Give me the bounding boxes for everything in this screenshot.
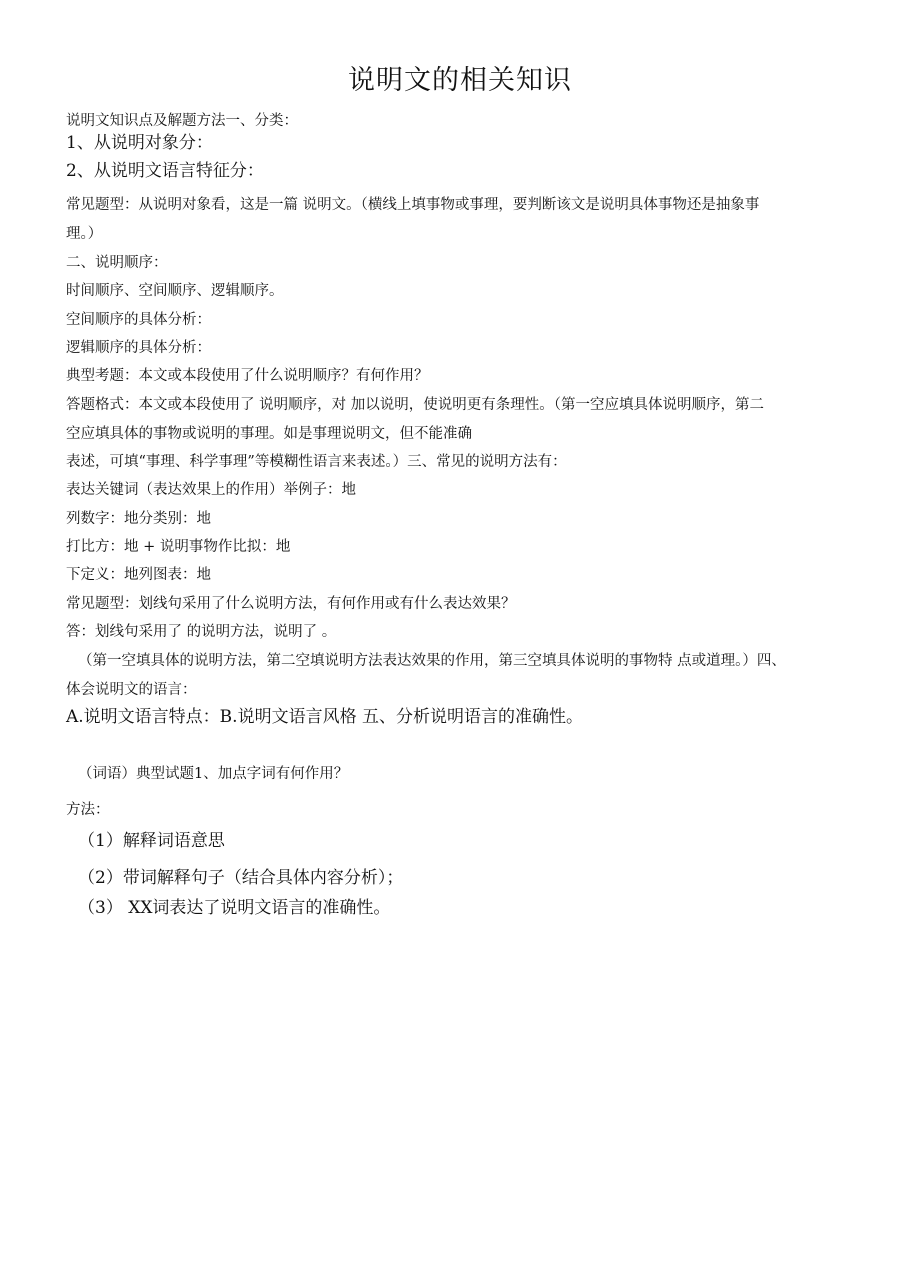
text-line: 时间顺序、空间顺序、逻辑顺序。: [66, 283, 284, 299]
text-line: 答：划线句采用了 的说明方法，说明了 。: [66, 624, 337, 640]
text-line: （2）带词解释句子（结合具体内容分析）；: [78, 868, 404, 888]
text-line: 表述，可填“事理、科学事理”等模糊性语言来表述。）三、常见的说明方法有：: [66, 454, 567, 470]
text-line: 表达关键词（表达效果上的作用）举例子：地: [66, 482, 356, 498]
text-line: 常见题型：从说明对象看，这是一篇 说明文。（横线上填事物或事理，要判断该文是说明具体事物还是抽象事: [66, 197, 760, 213]
text-line: 空应填具体的事物或说明的事理。如是事理说明文，但不能准确: [66, 426, 472, 442]
text-line: 2、从说明文语言特征分：: [66, 161, 264, 181]
text-line: A.说明文语言特点：B.说明文语言风格 五、分析说明语言的准确性。: [66, 707, 583, 727]
text-line: （第一空填具体的说明方法，第二空填说明方法表达效果的作用，第三空填具体说明的事物特 点或道理。）四、: [78, 653, 786, 669]
text-line: 说明文知识点及解题方法一、分类：: [66, 113, 298, 129]
document-title: 说明文的相关知识: [348, 65, 572, 96]
text-line: 典型考题：本文或本段使用了什么说明顺序？有何作用？: [66, 368, 429, 384]
text-line: 逻辑顺序的具体分析：: [66, 340, 211, 356]
text-line: 打比方：地 + 说明事物作比拟：地: [66, 539, 291, 555]
text-line: 1、从说明对象分：: [66, 133, 213, 153]
text-line: 理。）: [66, 226, 103, 242]
text-line: （词语）典型试题1、加点字词有何作用？: [78, 766, 349, 782]
text-line: （1）解释词语意思: [78, 831, 225, 851]
text-line: 常见题型：划线句采用了什么说明方法，有何作用或有什么表达效果？: [66, 596, 516, 612]
text-line: 方法：: [66, 802, 110, 818]
text-line: 列数字：地分类别：地: [66, 511, 211, 527]
text-line: 体会说明文的语言：: [66, 682, 197, 698]
text-line: 二、说明顺序：: [66, 255, 168, 271]
text-line: 答题格式：本文或本段使用了 说明顺序，对 加以说明，使说明更有条理性。（第一空应填具体说明顺序，第二: [66, 397, 764, 413]
text-line: （3） XX词表达了说明文语言的准确性。: [78, 898, 391, 918]
text-line: 下定义：地列图表：地: [66, 567, 211, 583]
text-line: 空间顺序的具体分析：: [66, 312, 211, 328]
